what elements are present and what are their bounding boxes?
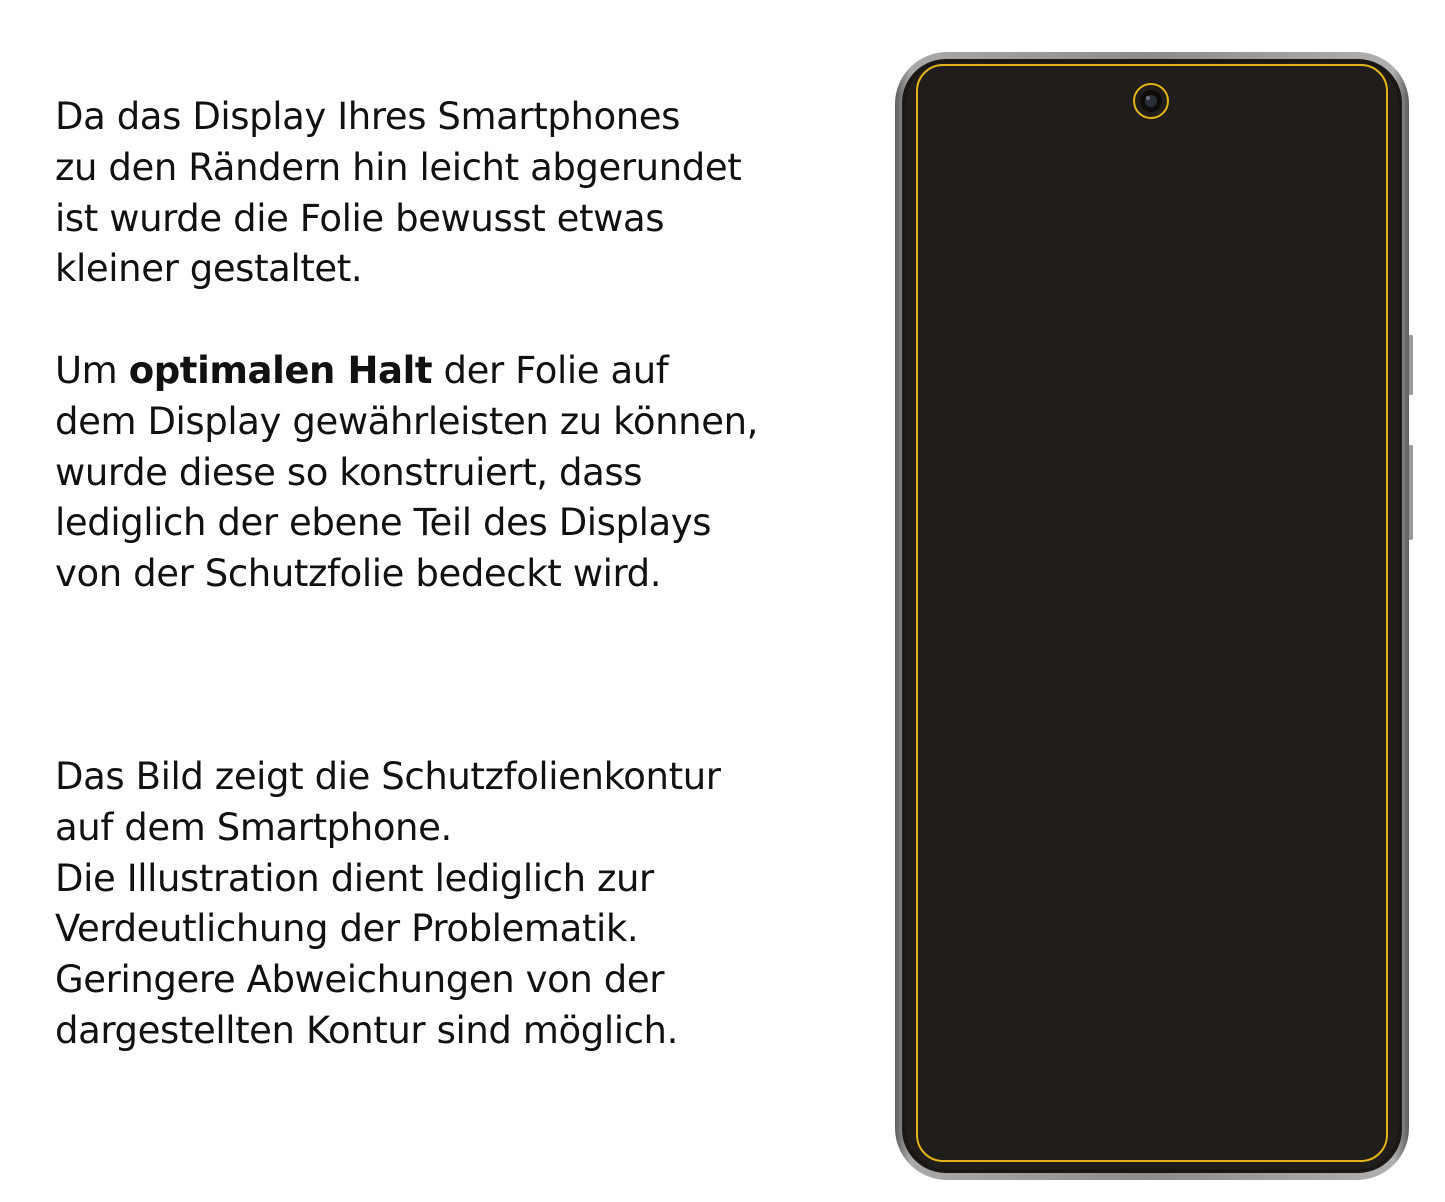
text-line: dargestellten Kontur sind möglich. — [55, 1008, 678, 1052]
text-line: kleiner gestaltet. — [55, 247, 363, 291]
text-suffix: der Folie auf — [432, 349, 669, 392]
text-line: Geringere Abweichungen von der — [55, 958, 665, 1002]
smartphone-illustration — [893, 50, 1415, 1182]
text-line: lediglich der ebene Teil des Displays — [55, 501, 712, 545]
text-line: auf dem Smartphone. — [55, 805, 452, 849]
text-line: ist wurde die Folie bewusst etwas — [55, 196, 665, 240]
text-line: Das Bild zeigt die Schutzfolienkontur — [55, 755, 721, 798]
paragraph-optimal-hold — [55, 346, 758, 600]
paragraph-rounded-edges — [55, 92, 741, 295]
text-line: wurde diese so konstruiert, dass — [55, 450, 643, 494]
text-line: von der Schutzfolie bedeckt wird. — [55, 552, 662, 596]
text-line: Da das Display Ihres Smartphones — [55, 95, 681, 138]
text-line: zu den Rändern hin leicht abgerundet — [55, 145, 742, 189]
bold-emphasis: optimalen Halt — [128, 349, 433, 392]
text-line: Verdeutlichung der Problematik. — [55, 907, 639, 951]
text-line: Die Illustration dient lediglich zur — [55, 856, 654, 900]
camera-glint — [1146, 96, 1150, 100]
text-line — [55, 346, 758, 397]
text-prefix: Um — [55, 349, 129, 392]
text-line: dem Display gewährleisten zu können, — [55, 399, 758, 443]
paragraph-illustration-note — [55, 752, 721, 1057]
phone-screen — [906, 63, 1398, 1169]
